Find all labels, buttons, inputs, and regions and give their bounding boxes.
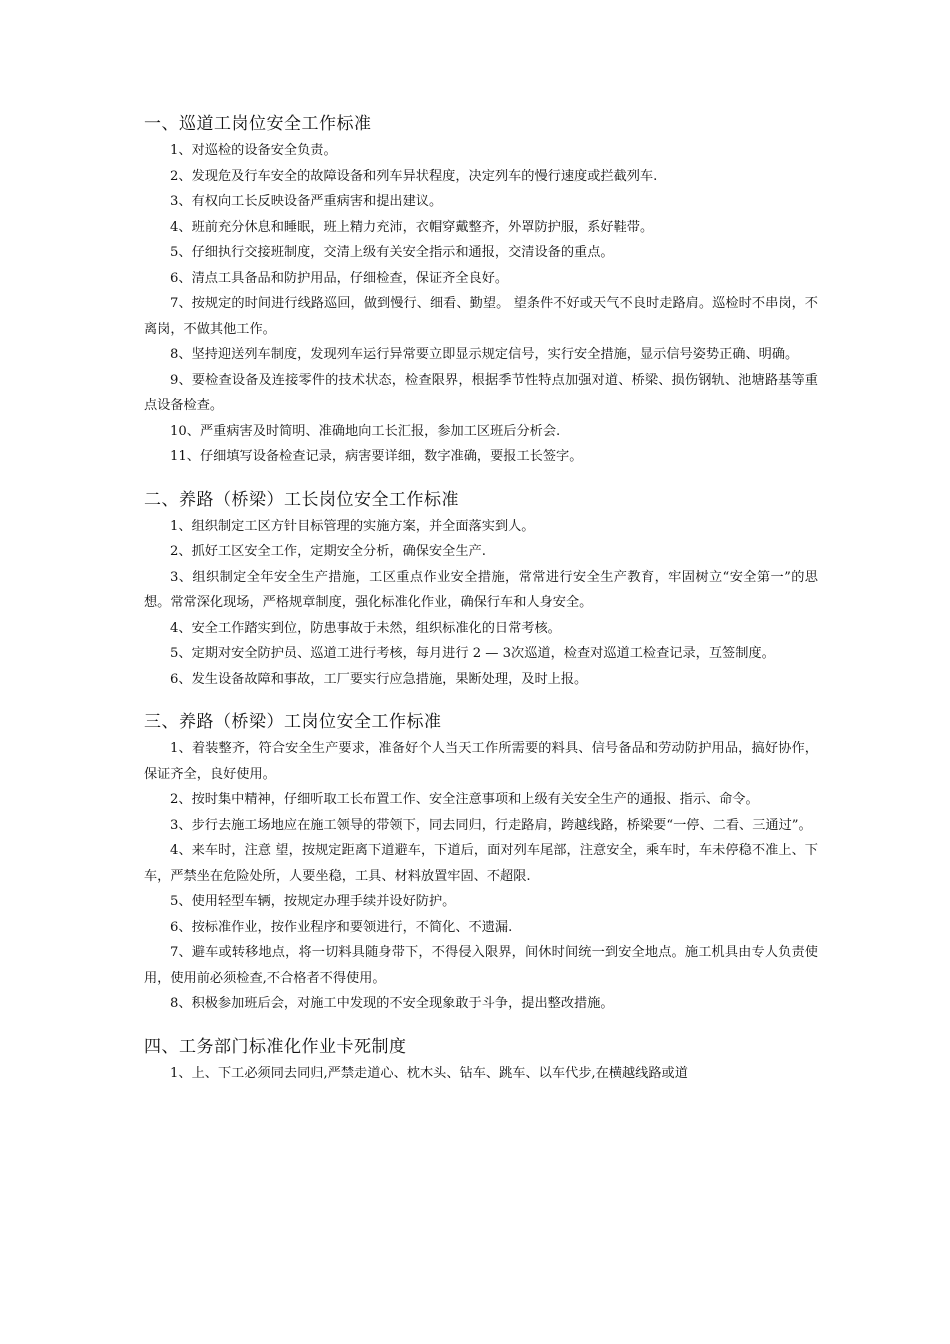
list-item: 1、上、下工必须同去同归,严禁走道心、枕木头、钻车、跳车、以车代步,在横越线路或道 bbox=[170, 1065, 688, 1081]
list-item: 8、积极参加班后会，对施工中发现的不安全现象敢于斗争，提出整改措施。 bbox=[170, 996, 614, 1011]
list-item: 3、组织制定全年安全生产措施，工区重点作业安全措施，常常进行安全生产教育，牢固树立“安全第一”的思想。常常深化现场，严格规章制度，强化标准化作业，确保行车和人身安全。 bbox=[144, 569, 818, 610]
list-item: 4、安全工作踏实到位，防患事故于未然，组织标准化的日常考核。 bbox=[170, 620, 561, 636]
section-patrol-standard bbox=[144, 110, 818, 470]
section-title: 二、养路（桥梁）工长岗位安全工作标准 bbox=[144, 489, 459, 510]
list-item: 2、抓好工区安全工作，定期安全分析，确保安全生产. bbox=[170, 544, 486, 559]
list-item: 2、按时集中精神，仔细听取工长布置工作、安全注意事项和上级有关安全生产的通报、指示、命令。 bbox=[170, 792, 759, 807]
list-item: 10、严重病害及时简明、准确地向工长汇报，参加工区班后分析会. bbox=[170, 423, 561, 439]
list-item: 6、清点工具备品和防护用品，仔细检查，保证齐全良好。 bbox=[170, 270, 509, 286]
list-item: 1、组织制定工区方针目标管理的实施方案，并全面落实到人。 bbox=[170, 518, 535, 534]
list-item: 11、仔细填写设备检查记录，病害要详细，数字准确，要报工长签字。 bbox=[170, 449, 583, 464]
list-item: 9、要检查设备及连接零件的技术状态，检查限界，根据季节性特点加强对道、桥梁、损伤钢轨、池塘路基等重点设备检查。 bbox=[144, 372, 818, 413]
section-worker-standard bbox=[144, 708, 818, 1017]
list-item: 3、步行去施工场地应在施工领导的带领下，同去同归，行走路肩，跨越线路，桥梁要“一停、二看、三通过”。 bbox=[170, 817, 812, 833]
list-item: 7、避车或转移地点，将一切料具随身带下，不得侵入限界，间休时间统一到安全地点。施工机具由专人负责使用，使用前必须检查,不合格者不得使用。 bbox=[144, 945, 818, 986]
list-item: 4、来车时，注意 望，按规定距离下道避车，下道后，面对列车尾部，注意安全，乘车时，车未停稳不准上、下车，严禁坐在危险处所，人要坐稳，工具、材料放置牢固、不超限. bbox=[144, 843, 818, 884]
list-item: 1、着装整齐，符合安全生产要求，准备好个人当天工作所需要的料具、信号备品和劳动防护用品，搞好协作，保证齐全，良好使用。 bbox=[144, 741, 818, 782]
list-item: 4、班前充分休息和睡眠，班上精力充沛，衣帽穿戴整齐，外罩防护服，系好鞋带。 bbox=[170, 219, 654, 235]
list-item: 6、发生设备故障和事故，工厂要实行应急措施，果断处理，及时上报。 bbox=[170, 671, 588, 687]
list-item: 5、使用轻型车辆，按规定办理手续并设好防护。 bbox=[170, 894, 456, 909]
section-foreman-standard bbox=[144, 486, 818, 693]
section-standard-operation-rules bbox=[144, 1033, 818, 1087]
document-page bbox=[144, 110, 818, 1102]
list-item: 6、按标准作业，按作业程序和要领进行，不简化、不遗漏. bbox=[170, 919, 513, 935]
list-item: 3、有权向工长反映设备严重病害和提出建议。 bbox=[170, 194, 443, 209]
list-item: 1、对巡检的设备安全负责。 bbox=[170, 143, 337, 158]
section-title: 四、工务部门标准化作业卡死制度 bbox=[144, 1036, 407, 1057]
list-item: 5、仔细执行交接班制度，交清上级有关安全指示和通报，交清设备的重点。 bbox=[170, 245, 614, 260]
section-title: 三、养路（桥梁）工岗位安全工作标准 bbox=[144, 712, 442, 732]
section-title: 一、巡道工岗位安全工作标准 bbox=[144, 114, 372, 134]
list-item: 5、定期对安全防护员、巡道工进行考核，每月进行 2 — 3次巡道，检查对巡道工检查记录，互签制度。 bbox=[170, 646, 775, 661]
list-item: 7、按规定的时间进行线路巡回，做到慢行、细看、勤望。 望条件不好或天气不良时走路肩。巡检时不串岗，不离岗，不做其他工作。 bbox=[144, 296, 818, 337]
list-item: 2、发现危及行车安全的故障设备和列车异状程度，决定列车的慢行速度或拦截列车. bbox=[170, 168, 658, 184]
list-item: 8、坚持迎送列车制度，发现列车运行异常要立即显示规定信号，实行安全措施，显示信号姿势正确、明确。 bbox=[170, 347, 799, 362]
